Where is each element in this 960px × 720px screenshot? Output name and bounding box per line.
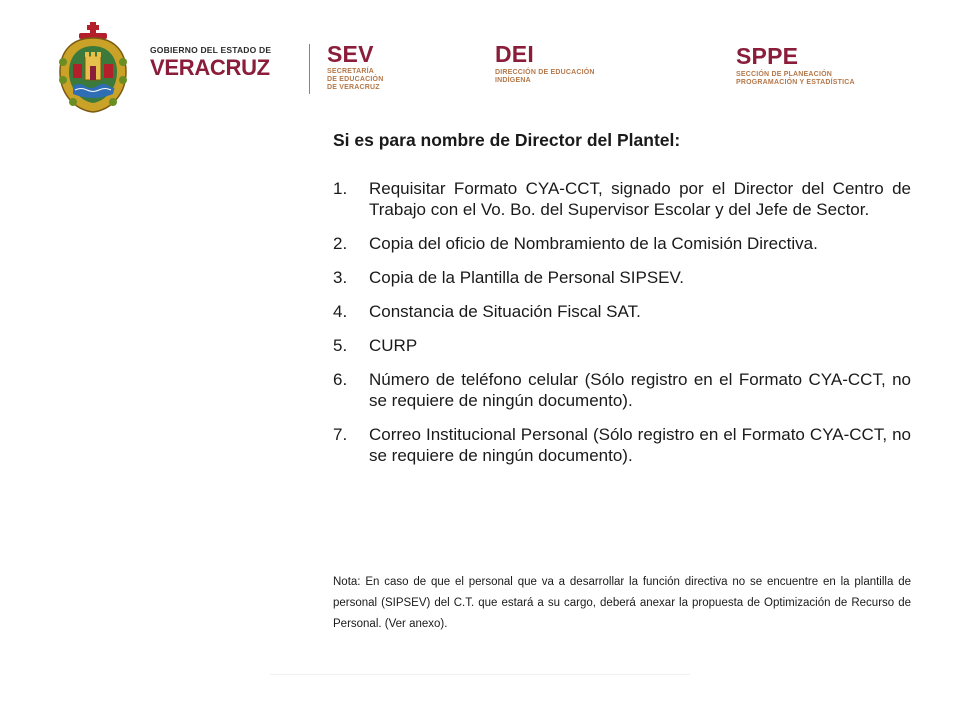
dei-subtitle [495, 69, 625, 85]
dei-subtitle-line: INDÍGENA [495, 77, 531, 84]
list-item-text: Requisitar Formato CYA-CCT, signado por el Director del Centro de Trabajo con el Vo. Bo. del Supervisor Escolar y del Jefe de Sector. [369, 179, 911, 219]
sev-subtitle-line: SECRETARÍA [327, 68, 374, 75]
sev-brand [327, 42, 407, 92]
sppe-acronym: SPPE [736, 43, 799, 69]
footer-divider [270, 674, 690, 675]
state-name: VERACRUZ [150, 55, 270, 80]
dei-acronym: DEI [495, 41, 534, 67]
list-item-text: CURP [369, 336, 418, 355]
list-item [333, 178, 911, 220]
list-item-number: 7. [333, 425, 348, 444]
list-item [333, 267, 911, 288]
government-brand [150, 45, 295, 80]
list-item-text: Número de teléfono celular (Sólo registro en el Formato CYA-CCT, no se requiere de ningún documento). [369, 370, 911, 410]
list-item-text: Correo Institucional Personal (Sólo registro en el Formato CYA-CCT, no se requiere de ningún documento). [369, 425, 911, 465]
list-item-text: Copia del oficio de Nombramiento de la Comisión Directiva. [369, 234, 818, 253]
header [0, 0, 960, 120]
list-item [333, 369, 911, 411]
requirements-list [333, 178, 911, 466]
requirements-section [333, 128, 911, 479]
list-item-text: Constancia de Situación Fiscal SAT. [369, 302, 641, 321]
list-item-number: 3. [333, 268, 348, 287]
sppe-subtitle-line: SECCIÓN DE PLANEACIÓN [736, 71, 832, 78]
list-item-number: 1. [333, 179, 348, 198]
list-item [333, 301, 911, 322]
dei-brand [495, 42, 625, 85]
government-label: GOBIERNO DEL ESTADO DE [150, 45, 272, 55]
veracruz-coat-of-arms-icon [55, 22, 131, 114]
list-item-number: 6. [333, 370, 348, 389]
list-item [333, 233, 911, 254]
list-item-number: 5. [333, 336, 348, 355]
sppe-brand [736, 44, 886, 87]
section-heading: Si es para nombre de Director del Plantel: [333, 130, 681, 150]
dei-subtitle-line: DIRECCIÓN DE EDUCACIÓN [495, 69, 595, 76]
sev-subtitle-line: DE VERACRUZ [327, 84, 380, 91]
brand-divider [309, 44, 310, 94]
list-item-text: Copia de la Plantilla de Personal SIPSEV. [369, 268, 685, 287]
sev-acronym: SEV [327, 41, 374, 67]
sev-subtitle-line: DE EDUCACIÓN [327, 76, 384, 83]
sev-subtitle [327, 68, 407, 92]
list-item-number: 2. [333, 234, 348, 253]
sppe-subtitle-line: PROGRAMACIÓN Y ESTADÍSTICA [736, 79, 855, 86]
list-item [333, 335, 911, 356]
sppe-subtitle [736, 71, 886, 87]
footnote: Nota: En caso de que el personal que va a desarrollar la función directiva no se encuentre en la plantilla de personal (SIPSEV) del C.T. que estará a su cargo, deberá anexar la propuesta de Optimización de Recurso de Personal. (Ver anexo). [333, 576, 911, 630]
list-item [333, 424, 911, 466]
list-item-number: 4. [333, 302, 348, 321]
